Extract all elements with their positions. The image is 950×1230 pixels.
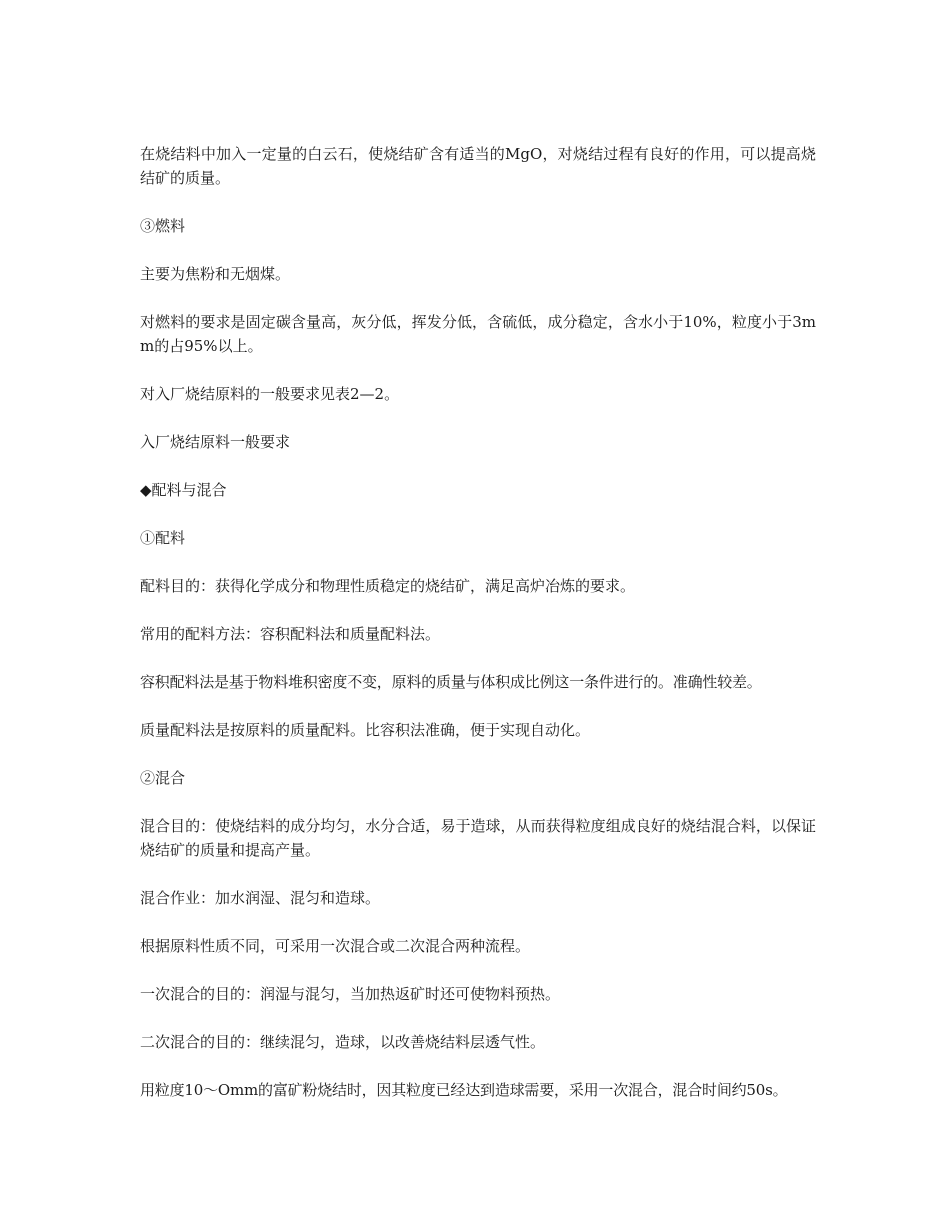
paragraph-batching-methods: 常用的配料方法：容积配料法和质量配料法。 (140, 625, 441, 643)
paragraph-mass-method: 质量配料法是按原料的质量配料。比容积法准确，便于实现自动化。 (140, 721, 591, 739)
paragraph-fuel-requirements: 对燃料的要求是固定碳含量高，灰分低，挥发分低，含硫低，成分稳定，含水小于10%，粒度小于3mm的占95%以上。 (140, 313, 816, 355)
paragraph-fuel-type: 主要为焦粉和无烟煤。 (140, 265, 291, 283)
paragraph-second-mixing: 二次混合的目的：继续混匀，造球，以改善烧结料层透气性。 (140, 1033, 546, 1051)
paragraph-table-reference: 对入厂烧结原料的一般要求见表2—2。 (140, 385, 400, 403)
document-body (140, 142, 816, 1126)
heading-fuel: ③燃料 (140, 217, 186, 235)
paragraph-dolomite: 在烧结料中加入一定量的白云石，使烧结矿含有适当的MgO，对烧结过程有良好的作用，可以提高烧结矿的质量。 (140, 145, 816, 187)
paragraph-batching-purpose: 配料目的：获得化学成分和物理性质稳定的烧结矿，满足高炉冶炼的要求。 (140, 577, 636, 595)
table-caption: 入厂烧结原料一般要求 (140, 433, 291, 451)
heading-mixing: ②混合 (140, 769, 186, 787)
heading-batching: ①配料 (140, 529, 186, 547)
paragraph-mixing-process: 根据原料性质不同，可采用一次混合或二次混合两种流程。 (140, 937, 531, 955)
paragraph-first-mixing: 一次混合的目的：润湿与混匀，当加热返矿时还可使物料预热。 (140, 985, 561, 1003)
section-heading-batching-mixing: ◆配料与混合 (140, 481, 227, 499)
paragraph-rich-ore-mixing: 用粒度10～Omm的富矿粉烧结时，因其粒度已经达到造球需要，采用一次混合，混合时间约50s。 (140, 1081, 788, 1099)
paragraph-volumetric-method: 容积配料法是基于物料堆积密度不变，原料的质量与体积成比例这一条件进行的。准确性较差。 (140, 673, 762, 691)
paragraph-mixing-purpose: 混合目的：使烧结料的成分均匀，水分合适，易于造球，从而获得粒度组成良好的烧结混合料，以保证烧结矿的质量和提高产量。 (140, 817, 816, 859)
paragraph-mixing-operations: 混合作业：加水润湿、混匀和造球。 (140, 889, 381, 907)
